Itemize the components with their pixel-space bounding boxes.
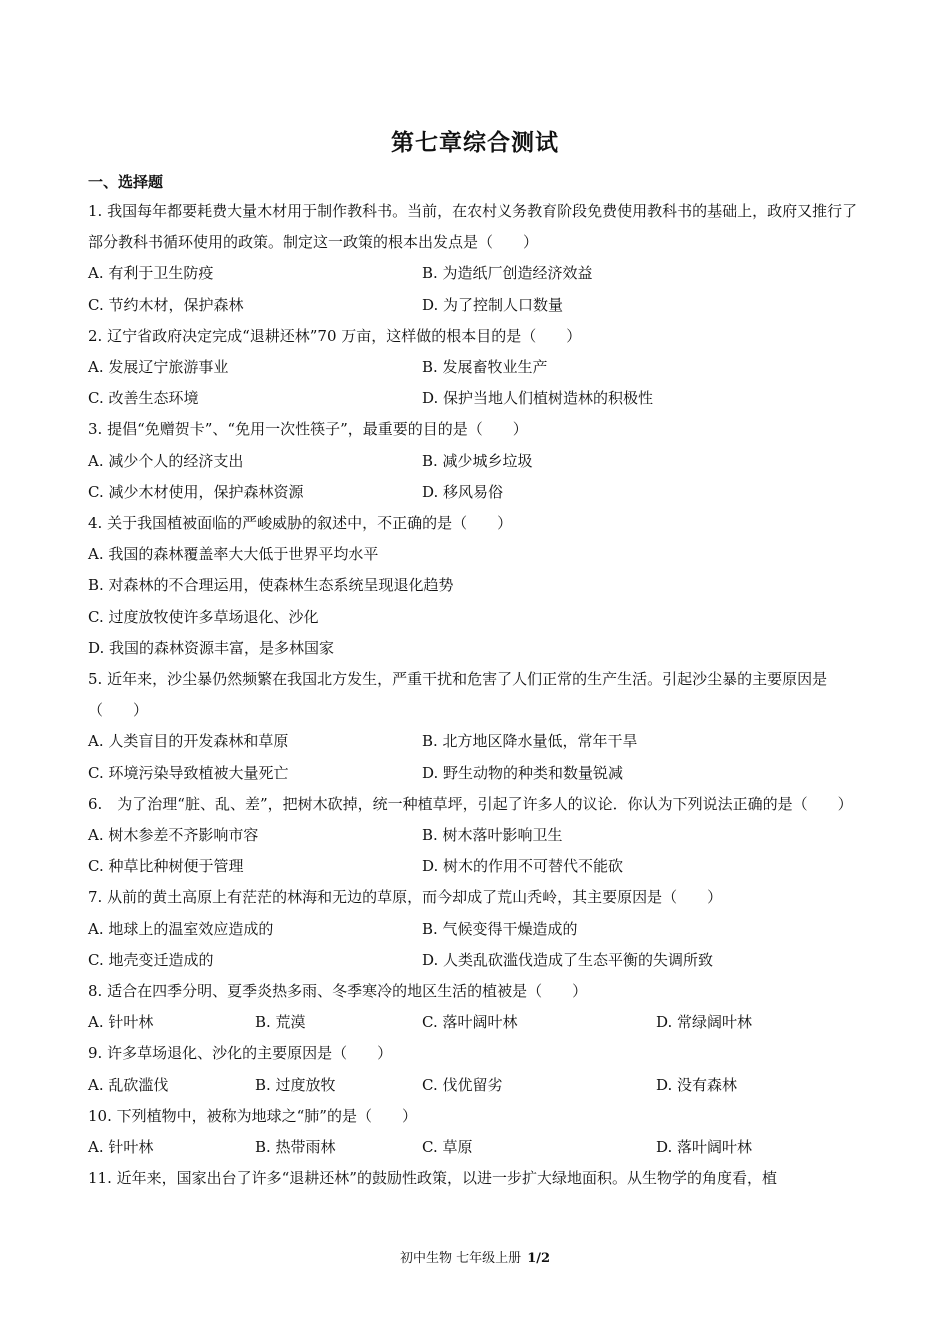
question-block (88, 414, 866, 508)
option-group (88, 539, 866, 664)
answer-option: B. 荒漠 (255, 1013, 306, 1032)
question-block (88, 508, 866, 664)
option-group (88, 1132, 866, 1163)
answer-option: C. 种草比种树便于管理 (88, 857, 244, 876)
answer-option: D. 落叶阔叶林 (656, 1138, 753, 1157)
option-group (88, 914, 866, 976)
answer-option: C. 草原 (422, 1138, 473, 1157)
answer-option: B. 气候变得干燥造成的 (422, 919, 578, 938)
answer-option: A. 人类盲目的开发森林和草原 (88, 732, 289, 751)
footer-text: 初中生物 七年级上册 (399, 1251, 522, 1266)
answer-option: B. 发展畜牧业生产 (422, 358, 548, 377)
answer-option: C. 改善生态环境 (88, 389, 199, 408)
answer-option: C. 节约木材，保护森林 (88, 295, 244, 314)
answer-option: B. 为造纸厂创造经济效益 (422, 264, 593, 283)
option-group (88, 820, 866, 882)
question-block (88, 789, 866, 883)
answer-option: D. 人类乱砍滥伐造成了生态平衡的失调所致 (422, 950, 714, 969)
question-block (88, 1163, 866, 1194)
answer-option: D. 我国的森林资源丰富，是多林国家 (88, 638, 335, 657)
answer-option: C. 伐优留劣 (422, 1075, 503, 1094)
question-list (88, 196, 866, 1195)
option-group (88, 446, 866, 508)
answer-option: C. 减少木材使用，保护森林资源 (88, 482, 304, 501)
answer-option: B. 树木落叶影响卫生 (422, 826, 563, 845)
answer-option: C. 地壳变迁造成的 (88, 950, 214, 969)
answer-option: B. 减少城乡垃圾 (422, 451, 533, 470)
option-group (88, 352, 866, 414)
answer-option: B. 对森林的不合理运用，使森林生态系统呈现退化趋势 (88, 576, 454, 595)
answer-option: C. 落叶阔叶林 (422, 1013, 518, 1032)
answer-option: A. 针叶林 (88, 1013, 154, 1032)
question-stem: 1. 我国每年都要耗费大量木材用于制作教科书。当前，在农村义务教育阶段免费使用教科书的基础上，政府又推行了部分教科书循环使用的政策。制定这一政策的根本出发点是（ ） (88, 202, 858, 252)
option-group (88, 258, 866, 320)
page-footer (0, 1247, 950, 1266)
answer-option: A. 乱砍滥伐 (88, 1075, 169, 1094)
answer-option: A. 地球上的温室效应造成的 (88, 919, 274, 938)
page-title: 第七章综合测试 (391, 129, 559, 156)
answer-option: D. 为了控制人口数量 (422, 295, 564, 314)
question-block (88, 1101, 866, 1163)
option-group (88, 1007, 866, 1038)
question-block (88, 976, 866, 1038)
answer-option: A. 树木参差不齐影响市容 (88, 826, 259, 845)
question-block (88, 321, 866, 415)
answer-option: B. 北方地区降水量低，常年干旱 (422, 732, 638, 751)
question-stem: 9. 许多草场退化、沙化的主要原因是（ ） (88, 1044, 393, 1063)
question-block (88, 196, 866, 321)
answer-option: D. 移风易俗 (422, 482, 504, 501)
question-stem: 2. 辽宁省政府决定完成“退耕还林”70 万亩，这样做的根本目的是（ ） (88, 326, 582, 345)
option-group (88, 726, 866, 788)
answer-option: A. 针叶林 (88, 1138, 154, 1157)
answer-option: B. 过度放牧 (255, 1075, 336, 1094)
answer-option: D. 树木的作用不可替代不能砍 (422, 857, 624, 876)
option-group (88, 1070, 866, 1101)
answer-option: D. 没有森林 (656, 1075, 738, 1094)
answer-option: B. 热带雨林 (255, 1138, 336, 1157)
question-stem: 11. 近年来，国家出台了许多“退耕还林”的鼓励性政策，以进一步扩大绿地面积。从生物学的角度看，植 (88, 1169, 777, 1188)
question-stem: 3. 提倡“免赠贺卡”、“免用一次性筷子”，最重要的目的是（ ） (88, 420, 528, 439)
question-block (88, 1038, 866, 1100)
answer-option: A. 减少个人的经济支出 (88, 451, 244, 470)
answer-option: C. 环境污染导致植被大量死亡 (88, 763, 289, 782)
answer-option: C. 过度放牧使许多草场退化、沙化 (88, 607, 319, 626)
answer-option: D. 野生动物的种类和数量锐减 (422, 763, 624, 782)
question-stem: 7. 从前的黄土高原上有茫茫的林海和无边的草原，而今却成了荒山秃岭，其主要原因是（ ） (88, 888, 723, 907)
section-heading: 一、选择题 (88, 173, 164, 191)
answer-option: D. 常绿阔叶林 (656, 1013, 753, 1032)
answer-option: D. 保护当地人们植树造林的积极性 (422, 389, 654, 408)
question-stem: 8. 适合在四季分明、夏季炎热多雨、冬季寒冷的地区生活的植被是（ ） (88, 982, 588, 1001)
answer-option: A. 我国的森林覆盖率大大低于世界平均水平 (88, 545, 379, 564)
answer-option: A. 有利于卫生防疫 (88, 264, 214, 283)
question-stem: 4. 关于我国植被面临的严峻威胁的叙述中，不正确的是（ ） (88, 514, 513, 533)
answer-option: A. 发展辽宁旅游事业 (88, 358, 229, 377)
page-number: 1/2 (527, 1251, 551, 1266)
question-block (88, 882, 866, 976)
question-block (88, 664, 866, 789)
question-stem: 10. 下列植物中，被称为地球之“肺”的是（ ） (88, 1106, 417, 1125)
question-stem: 6. 为了治理“脏、乱、差”，把树木砍掉，统一种植草坪，引起了许多人的议论．你认为下列说法正确的是（ ） (88, 794, 853, 813)
question-stem: 5. 近年来，沙尘暴仍然频繁在我国北方发生，严重干扰和危害了人们正常的生产生活。引起沙尘暴的主要原因是（ ） (88, 670, 828, 720)
